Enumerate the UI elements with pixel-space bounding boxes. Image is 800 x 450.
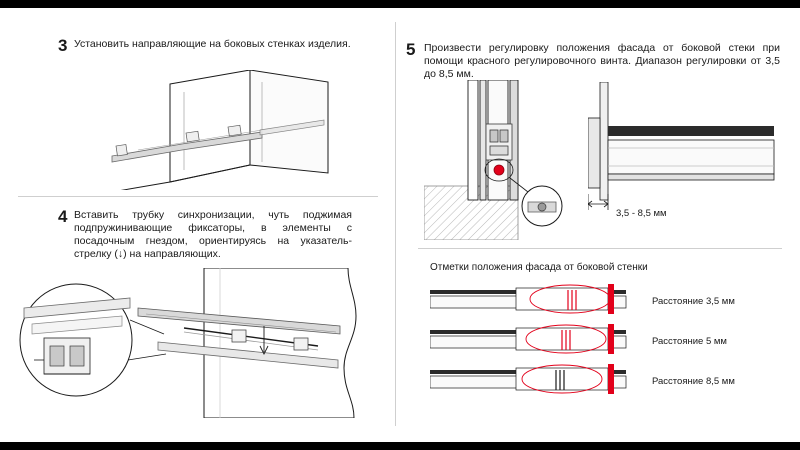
step-5-section-figure <box>424 80 574 240</box>
step-4-number: 4 <box>58 207 68 226</box>
red-adjustment-screw <box>494 165 504 175</box>
step-5-number: 5 <box>406 40 416 59</box>
step-5-elevation-figure <box>588 82 784 222</box>
mark-label-1: Расстояние 3,5 мм <box>652 296 735 307</box>
bottom-black-bar <box>0 442 800 450</box>
mark-label-3: Расстояние 8,5 мм <box>652 376 735 387</box>
mark-figure-1 <box>430 282 640 316</box>
column-divider <box>395 22 396 426</box>
step-3-text: Установить направляющие на боковых стенках изделия. <box>74 38 351 50</box>
step-4-figure <box>18 268 384 418</box>
step-5-text: Произвести регулировку положения фасада от боковой стеки при помощи красного регулировочного винта. Диапазон регулировки от 3,5 до 8,5 мм. <box>424 42 780 80</box>
top-black-bar <box>0 0 800 8</box>
mark-label-2: Расстояние 5 мм <box>652 336 727 347</box>
step-3-number: 3 <box>58 36 68 55</box>
step-4-text: Вставить трубку синхронизации, чуть поджимая подпружинивающие фиксаторы, в элементы с посадочным гнездом, ориентируясь на указатель-стрелку (↓) на направляющих. <box>74 209 352 260</box>
marks-title: Отметки положения фасада от боковой стенки <box>430 262 648 273</box>
mark-figure-3 <box>430 362 640 396</box>
right-column-divider <box>418 248 782 249</box>
dimension-label: 3,5 - 8,5 мм <box>616 208 667 219</box>
step-3-figure <box>110 70 370 190</box>
mark-figure-2 <box>430 322 640 356</box>
left-column-divider <box>18 196 378 197</box>
